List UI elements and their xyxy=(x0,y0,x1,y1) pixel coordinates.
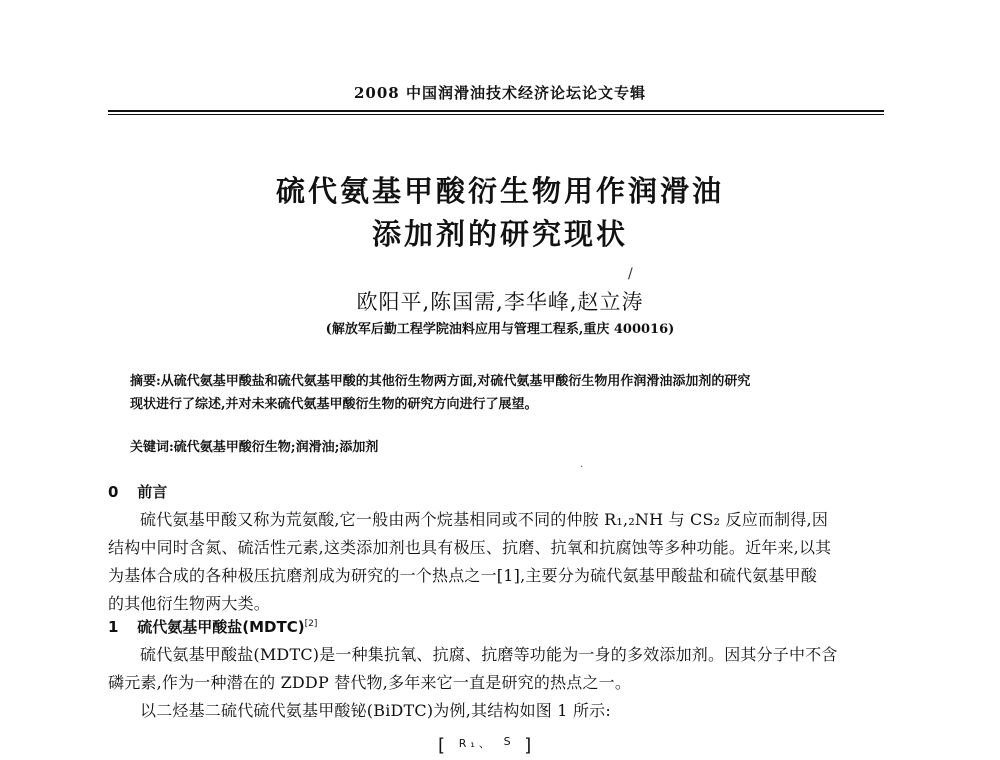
section-number: 0 xyxy=(108,483,119,501)
section-heading-mdtc xyxy=(108,616,317,637)
paragraph-line: 磷元素,作为一种潜在的 ZDDP 替代物,多年来它一直是研究的热点之一。 xyxy=(108,673,632,692)
intro-paragraph xyxy=(108,506,888,618)
paragraph-line: 硫代氨基甲酸又称为荒氨酸,它一般由两个烷基相同或不同的仲胺 R₁,₂NH 与 CS₂ 反应而制得,因 xyxy=(140,510,829,529)
citation-ref: [2] xyxy=(304,619,318,629)
header-rule-thin xyxy=(108,114,884,115)
section-title: 前言 xyxy=(137,483,168,501)
paragraph-line: 结构中同时含氮、硫活性元素,这类添加剂也具有极压、抗磨、抗氧和抗腐蚀等多种功能。近年来,以其 xyxy=(108,538,832,557)
paragraph-line: 硫代氨基甲酸盐(MDTC)是一种集抗氧、抗腐、抗磨等功能为一身的多效添加剂。因其分子中不含 xyxy=(140,645,838,664)
journal-header: 2008 中国润滑油技术经济论坛论文专辑 xyxy=(354,84,646,102)
paper-title-line2: 添加剂的研究现状 xyxy=(371,217,628,251)
affiliation: (解放军后勤工程学院油料应用与管理工程系,重庆 400016) xyxy=(325,322,675,337)
bracket-right: ] xyxy=(524,735,536,756)
header-rule-thick xyxy=(108,110,884,112)
abstract-line: 现状进行了综述,并对未来硫代氨基甲酸衍生物的研究方向进行了展望。 xyxy=(130,397,538,412)
abstract xyxy=(130,370,890,416)
stray-mark: / xyxy=(628,266,633,282)
bidtc-paragraph xyxy=(108,697,888,725)
paragraph-line: 为基体合成的各种极压抗磨剂成为研究的一个热点之一[1],主要分为硫代氨基甲酸盐和硫代氨基甲酸 xyxy=(108,566,817,585)
formula-s: S xyxy=(503,735,515,748)
formula-r1: R₁、 xyxy=(458,737,494,750)
paragraph-line: 以二烃基二硫代硫代氨基甲酸铋(BiDTC)为例,其结构如图 1 所示: xyxy=(140,701,611,720)
abstract-line: 摘要:从硫代氨基甲酸盐和硫代氨基甲酸的其他衍生物两方面,对硫代氨基甲酸衍生物用作润滑油添加剂的研究 xyxy=(130,374,751,389)
bracket-left: [ xyxy=(438,735,450,756)
authors: 欧阳平,陈国需,李华峰,赵立涛 xyxy=(356,290,644,314)
keywords: 关键词:硫代氨基甲酸衍生物;润滑油;添加剂 xyxy=(130,440,379,455)
mdtc-paragraph xyxy=(108,641,888,697)
stray-dot: · xyxy=(580,462,584,473)
structure-formula-fragment xyxy=(438,735,535,756)
paragraph-line: 的其他衍生物两大类。 xyxy=(108,594,271,613)
paper-title-line1: 硫代氨基甲酸衍生物用作润滑油 xyxy=(275,174,724,208)
section-number: 1 xyxy=(108,618,119,636)
section-title: 硫代氨基甲酸盐(MDTC) xyxy=(137,618,305,636)
section-heading-intro xyxy=(108,481,167,502)
